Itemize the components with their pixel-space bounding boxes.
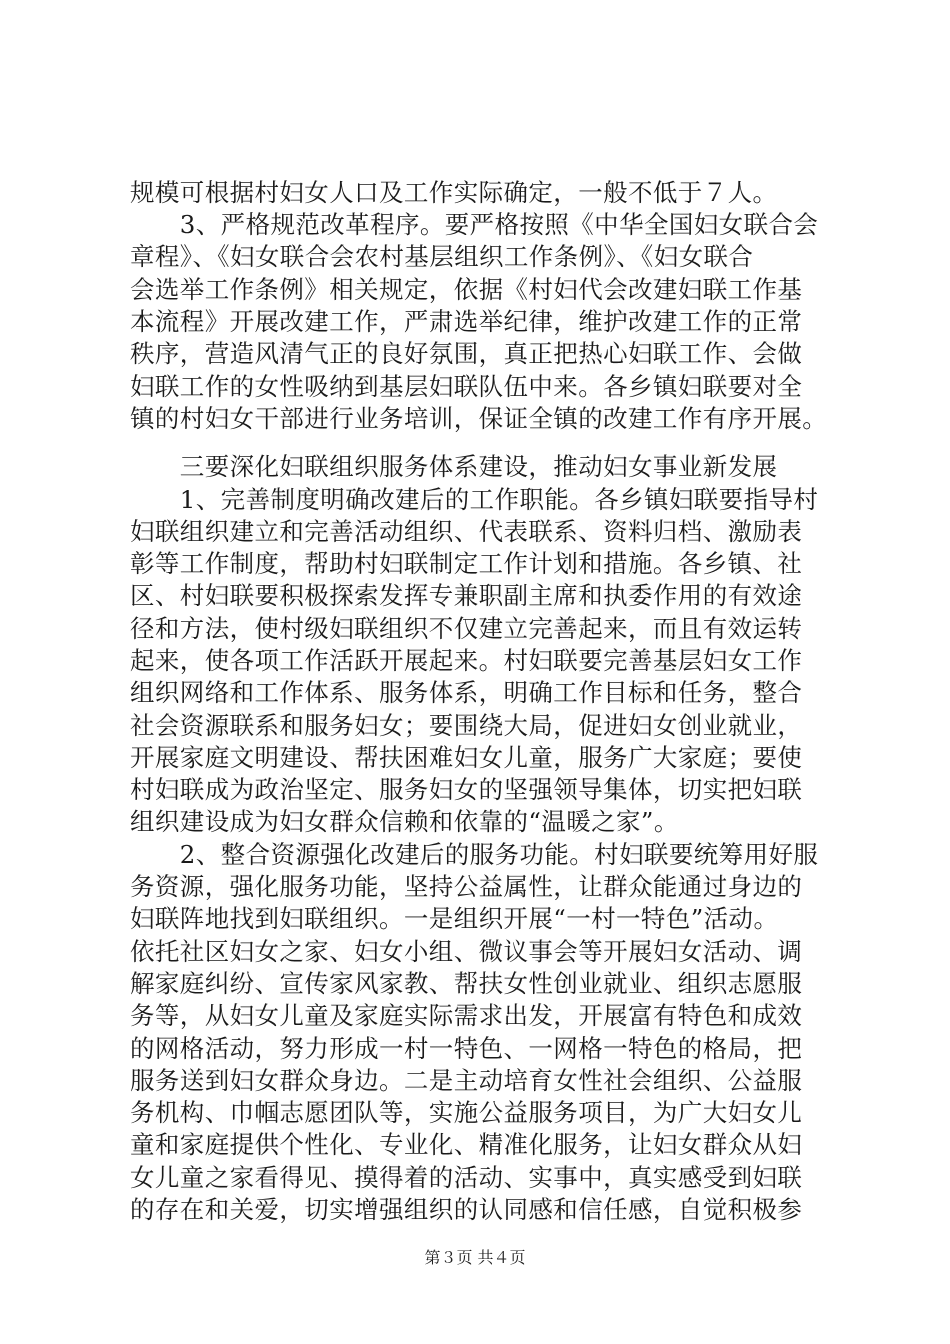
text-line: 彰等工作制度，帮助村妇联制定工作计划和措施。各乡镇、社 bbox=[130, 549, 803, 578]
text-line: 组织网络和工作体系、服务体系，明确工作目标和任务，整合 bbox=[130, 678, 803, 707]
text-line: 妇联组织建立和完善活动组织、代表联系、资料归档、激励表 bbox=[130, 517, 803, 546]
text-line: 本流程》开展改建工作，严肃选举纪律，维护改建工作的正常 bbox=[130, 307, 803, 336]
text-line: 务等，从妇女儿童及家庭实际需求出发，开展富有特色和成效 bbox=[130, 1001, 803, 1030]
text-line: 章程》、《妇女联合会农村基层组织工作条例》、《妇女联合 bbox=[130, 242, 754, 271]
text-line: 起来，使各项工作活跃开展起来。村妇联要完善基层妇女工作 bbox=[130, 646, 803, 675]
text-line: 1、完善制度明确改建后的工作职能。各乡镇妇联要指导村 bbox=[130, 485, 819, 514]
text-line: 女儿童之家看得见、摸得着的活动、实事中，真实感受到妇联 bbox=[130, 1163, 803, 1192]
text-line: 3、严格规范改革程序。要严格按照《中华全国妇女联合会 bbox=[130, 210, 819, 239]
text-line: 组织建设成为妇女群众信赖和依靠的“温暖之家”。 bbox=[130, 807, 679, 836]
text-line: 解家庭纠纷、宣传家风家教、帮扶女性创业就业、组织志愿服 bbox=[130, 969, 803, 998]
text-line: 村妇联成为政治坚定、服务妇女的坚强领导集体，切实把妇联 bbox=[130, 775, 803, 804]
text-line: 秩序，营造风清气正的良好氛围，真正把热心妇联工作、会做 bbox=[130, 339, 803, 368]
text-line: 2、整合资源强化改建后的服务功能。村妇联要统筹用好服 bbox=[130, 840, 819, 869]
section-heading: 三要深化妇联组织服务体系建设，推动妇女事业新发展 bbox=[130, 452, 778, 481]
text-line: 开展家庭文明建设、帮扶困难妇女儿童，服务广大家庭；要使 bbox=[130, 743, 803, 772]
text-line: 的存在和关爱，切实增强组织的认同感和信任感，自觉积极参 bbox=[130, 1195, 803, 1224]
text-line: 的网格活动，努力形成一村一特色、一网格一特色的格局，把 bbox=[130, 1034, 803, 1063]
text-line: 会选举工作条例》相关规定，依据《村妇代会改建妇联工作基 bbox=[130, 275, 803, 304]
page-footer: 第３页 共４页 bbox=[424, 1248, 526, 1267]
text-line: 童和家庭提供个性化、专业化、精准化服务，让妇女群众从妇 bbox=[130, 1130, 803, 1159]
text-line: 妇联工作的女性吸纳到基层妇联队伍中来。各乡镇妇联要对全 bbox=[130, 372, 803, 401]
text-line: 镇的村妇女干部进行业务培训，保证全镇的改建工作有序开展。 bbox=[130, 404, 828, 433]
text-line: 妇联阵地找到妇联组织。一是组织开展“一村一特色”活动。 bbox=[130, 904, 779, 933]
text-line: 务机构、巾帼志愿团队等，实施公益服务项目，为广大妇女儿 bbox=[130, 1098, 803, 1127]
text-line: 务资源，强化服务功能，坚持公益属性，让群众能通过身边的 bbox=[130, 872, 803, 901]
text-line: 径和方法，使村级妇联组织不仅建立完善起来，而且有效运转 bbox=[130, 614, 803, 643]
text-line: 区、村妇联要积极探索发挥专兼职副主席和执委作用的有效途 bbox=[130, 581, 803, 610]
text-line: 依托社区妇女之家、妇女小组、微议事会等开展妇女活动、调 bbox=[130, 937, 803, 966]
text-line: 社会资源联系和服务妇女；要围绕大局，促进妇女创业就业， bbox=[130, 711, 803, 740]
text-line: 规模可根据村妇女人口及工作实际确定，一般不低于７人。 bbox=[130, 178, 778, 207]
text-line: 服务送到妇女群众身边。二是主动培育女性社会组织、公益服 bbox=[130, 1066, 803, 1095]
